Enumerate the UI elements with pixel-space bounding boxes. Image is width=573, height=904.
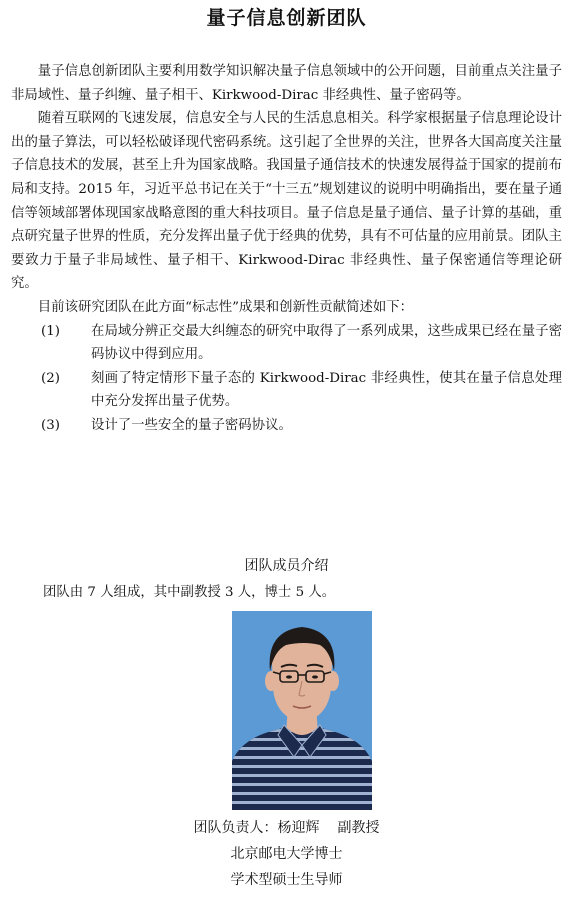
intro-paragraph: 量子信息创新团队主要利用数学知识解决量子信息领域中的公开问题，目前重点关注量子非局域性、量子纠缠、量子相干、Kirkwood-Dirac 非经典性、量子密码等。 [11,64,562,103]
document-title: 量子信息创新团队 [206,7,367,29]
members-summary: 团队由 7 人组成，其中副教授 3 人，博士 5 人。 [43,585,336,600]
leader-photo [232,611,372,810]
achievement-text: 设计了一些安全的量子密码协议。 [91,417,292,433]
achievement-item [11,320,562,367]
members-section-title: 团队成员介绍 [244,558,329,574]
achievements-intro: 目前该研究团队在此方面“标志性”成果和创新性贡献简述如下： [37,299,414,315]
leader-title: 副教授 [337,820,380,836]
leader-role-label: 团队负责人： [193,820,278,836]
achievement-number: (1) [41,323,60,339]
achievement-text: 刻画了特定情形下量子态的 Kirkwood-Dirac 非经典性，使其在量子信息处理中充分发挥出量子优势。 [91,370,562,410]
achievement-item [11,414,562,438]
achievement-item [11,367,562,414]
achievement-number: (2) [41,370,60,386]
background-paragraph: 随着互联网的飞速发展，信息安全与人民的生活息息相关。科学家根据量子信息理论设计出的量子算法，可以轻松破译现代密码系统。这引起了全世界的关注，世界各大国高度关注量子信息技术的发展，甚至上升为国家战略。我国量子通信技术的快速发展得益于国家的提前布局和支持。2015 年，习近平总书记在关于“十三五”规划建议的说明中明确指出，要在量子通信等领域部署体现国家战略意图的重大科技项目。量子信息是量子通信、量子计算的基础，重点研究量子世界的性质，充分发挥出量子优于经典的优势，具有不可估量的应用前景。团队主要致力于量子非局域性、量子相干、Kirkwood-Dirac 非经典性、量子保密通信等理论研究。 [11,111,562,292]
leader-name: 杨迎辉 [277,820,320,836]
document-body [11,60,562,438]
leader-caption [0,818,573,838]
achievement-text: 在局域分辨正交最大纠缠态的研究中取得了一系列成果，这些成果已经在量子密码协议中得到应用。 [91,323,562,363]
achievements-list [11,320,562,438]
leader-supervisor-role: 学术型硕士生导师 [230,872,343,888]
leader-degree: 北京邮电大学博士 [230,846,343,862]
achievement-number: (3) [41,417,60,433]
